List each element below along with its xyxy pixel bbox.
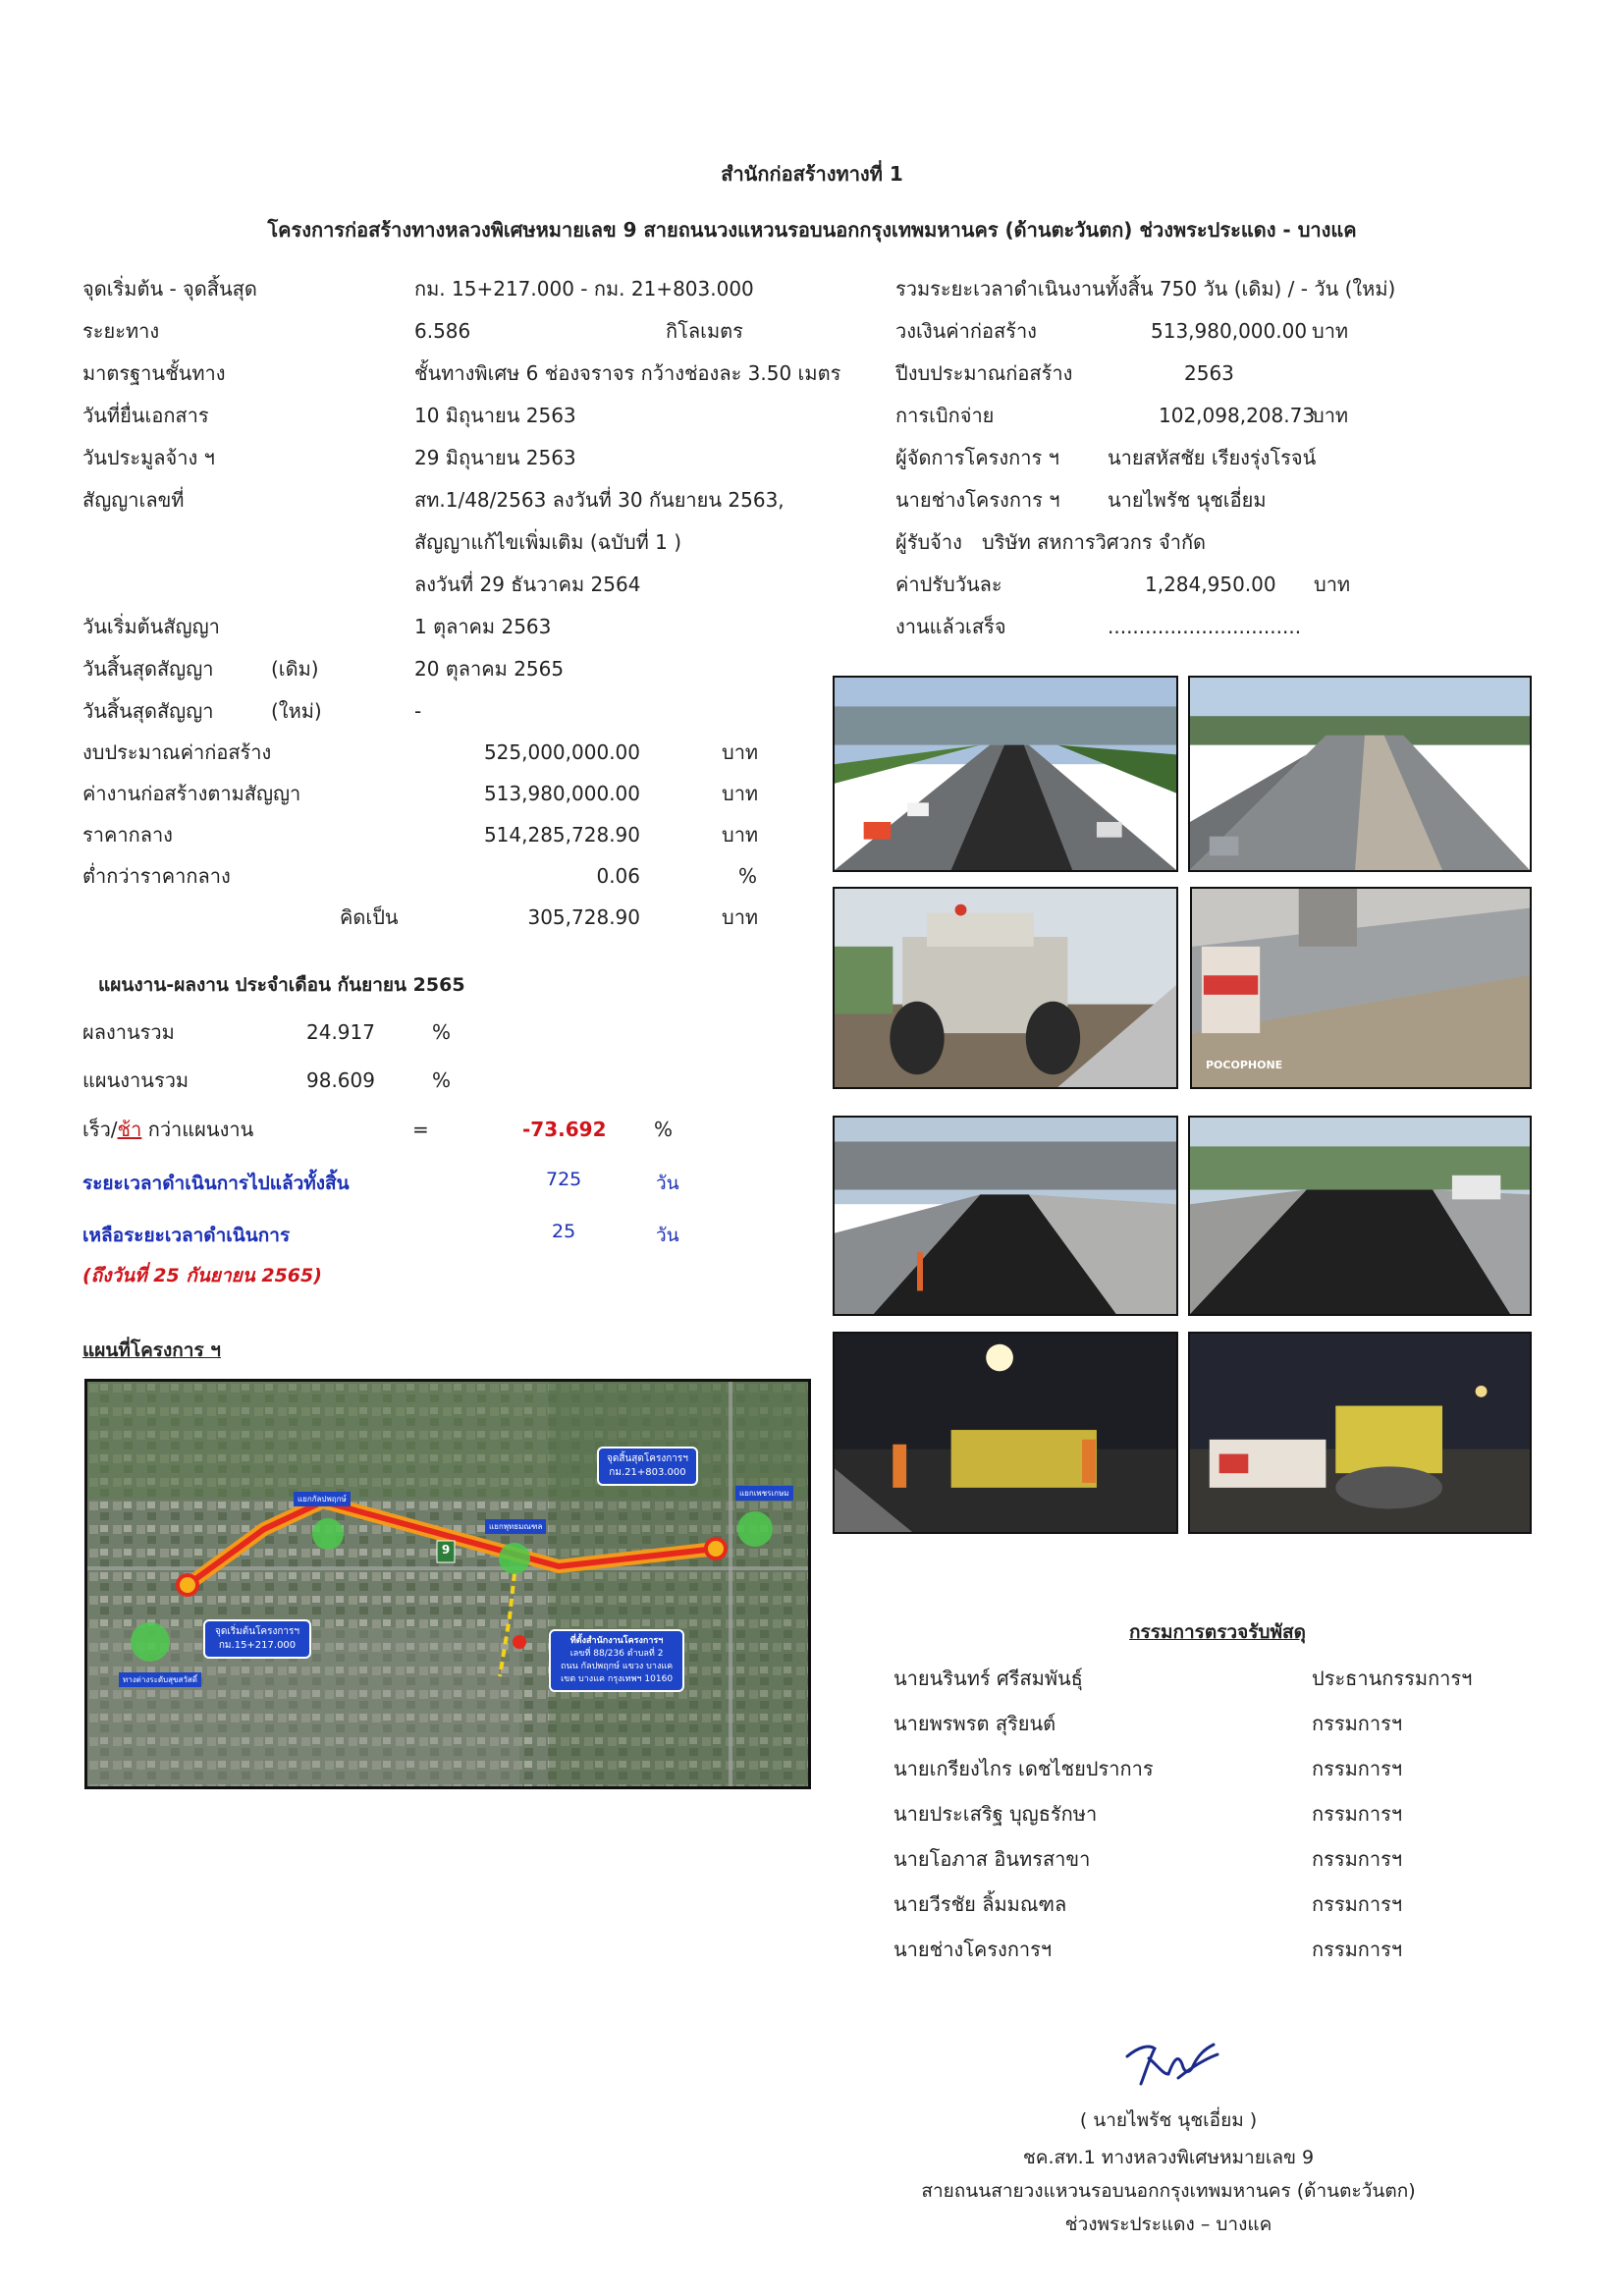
info-label: ระยะทาง: [82, 319, 160, 343]
right-unit: บาท: [1314, 573, 1351, 596]
office-title: สำนักก่อสร้างทางที่ 1: [721, 162, 903, 186]
info-value: 6.586: [414, 319, 471, 343]
info-value: -: [414, 699, 422, 723]
site-photo-night-rolling: [1188, 1332, 1532, 1534]
member-name: นายโอภาส อินทรสาขา: [893, 1847, 1091, 1871]
member-role: กรรมการฯ: [1312, 1712, 1403, 1735]
route-shield-9: 9: [441, 1543, 451, 1557]
info-value: สท.1/48/2563 ลงวันที่ 30 กันยายน 2563,: [414, 488, 785, 512]
elapsed-value: 725: [546, 1169, 582, 1190]
progress-value: 24.917: [306, 1020, 375, 1044]
progress-value: 98.609: [306, 1068, 375, 1092]
info-value: ลงวันที่ 29 ธันวาคม 2564: [414, 573, 641, 596]
progress-unit: %: [432, 1020, 452, 1044]
info-value: สัญญาแก้ไขเพิ่มเติม (ฉบับที่ 1 ): [414, 530, 682, 554]
progress-heading: แผนงาน-ผลงาน ประจำเดือน กันยายน 2565: [98, 974, 465, 996]
info-label: วันที่ยื่นเอกสาร: [82, 404, 209, 427]
info-value: กม. 15+217.000 - กม. 21+803.000: [414, 277, 754, 301]
signatory-name: ( นายไพรัช นุชเอี่ยม ): [1079, 2109, 1258, 2131]
right-value: 102,098,208.73: [1159, 404, 1316, 427]
signature-scribble: [1119, 2035, 1227, 2094]
project-title: โครงการก่อสร้างทางหลวงพิเศษหมายเลข 9 สายถนนวงแหวนรอบนอกกรุงเทพมหานคร (ด้านตะวันตก) ช่วงพระประแดง - บางแค: [267, 218, 1357, 242]
info-sub: (ใหม่): [271, 699, 322, 723]
info-label: สัญญาเลขที่: [82, 488, 185, 512]
right-value: 513,980,000.00: [1151, 319, 1308, 343]
right-unit: บาท: [1312, 404, 1349, 427]
start-point-km: กม.15+217.000: [218, 1640, 297, 1651]
junction-tag: แยกกัลปพฤกษ์: [294, 1492, 351, 1506]
end-point-callout: [597, 1447, 698, 1486]
budget-unit: บาท: [722, 823, 759, 847]
right-label: การเบิกจ่าย: [895, 404, 995, 427]
right-value: นายสหัสชัย เรียงรุ่งโรจน์: [1108, 446, 1317, 469]
budget-value: 513,980,000.00: [483, 782, 640, 805]
map-heading: แผนที่โครงการ ฯ: [82, 1339, 221, 1361]
start-point-label: จุดเริ่มต้นโครงการฯ: [215, 1626, 300, 1637]
right-label: วงเงินค่าก่อสร้าง: [895, 319, 1037, 343]
site-office-address: ถนน กัลปพฤกษ์ แขวง บางแค: [561, 1662, 674, 1671]
ahead-behind-label: [82, 1118, 253, 1141]
camera-watermark: POCOPHONE: [1206, 1059, 1283, 1071]
info-label: วันประมูลจ้าง ฯ: [82, 446, 215, 469]
right-label: งานแล้วเสร็จ: [895, 615, 1006, 638]
end-point-label: จุดสิ้นสุดโครงการฯ: [607, 1453, 688, 1464]
signatory-position: ชค.สท.1 ทางหลวงพิเศษหมายเลข 9: [1022, 2147, 1315, 2168]
site-photo-asphalt-lane: [833, 1116, 1178, 1316]
as-of-date: (ถึงวันที่ 25 กันยายน 2565): [82, 1265, 322, 1286]
ahead-behind-value: -73.692: [522, 1118, 607, 1141]
signatory-position: สายถนนสายวงแหวนรอบนอกกรุงเทพมหานคร (ด้านตะวันตก): [921, 2180, 1416, 2202]
member-role: กรรมการฯ: [1312, 1757, 1403, 1780]
junction-tag: แยกเพชรเกษม: [735, 1486, 793, 1501]
committee-heading: กรรมการตรวจรับพัสดุ: [1129, 1621, 1306, 1643]
member-name: นายวีรชัย ลิ้มมณฑล: [893, 1892, 1067, 1916]
elapsed-unit: วัน: [656, 1173, 679, 1194]
progress-label: แผนงานรวม: [82, 1068, 189, 1092]
info-sub: (เดิม): [271, 657, 319, 681]
member-role: กรรมการฯ: [1312, 1847, 1403, 1871]
site-photo-highway-median: [1188, 676, 1532, 872]
member-name: นายประเสริฐ บุญธรักษา: [893, 1802, 1098, 1826]
member-role: กรรมการฯ: [1312, 1892, 1403, 1916]
progress-unit: %: [432, 1068, 452, 1092]
info-value: 29 มิถุนายน 2563: [414, 446, 576, 469]
right-value: 2563: [1184, 361, 1234, 385]
right-unit: บาท: [1312, 319, 1349, 343]
info-label: วันสิ้นสุดสัญญา: [82, 699, 214, 723]
site-photo-asphalt-surface: [1188, 1116, 1532, 1316]
member-name: นายพรพรต สุริยนต์: [893, 1712, 1056, 1735]
progress-label: ผลงานรวม: [82, 1020, 175, 1044]
start-point-callout: [203, 1619, 311, 1659]
member-name: นายเกรียงไกร เดชไชยปราการ: [893, 1757, 1154, 1780]
info-value: ชั้นทางพิเศษ 6 ช่องจราจร กว้างช่องละ 3.50 เมตร: [414, 361, 841, 385]
junction-tag: แยกพุทธมณฑล: [485, 1519, 546, 1534]
site-photo-base-course: [1190, 887, 1532, 1089]
info-value: 10 มิถุนายน 2563: [414, 404, 576, 427]
budget-label: ต่ำกว่าราคากลาง: [82, 864, 231, 888]
budget-unit: %: [738, 864, 758, 888]
site-office-label: ที่ตั้งสำนักงานโครงการฯ: [569, 1636, 664, 1646]
vs-plan-text: กว่าแผนงาน: [141, 1118, 254, 1141]
budget-label: งบประมาณค่าก่อสร้าง: [82, 740, 272, 764]
right-value: บริษัท สหการวิศวกร จำกัด: [982, 530, 1207, 554]
total-duration: รวมระยะเวลาดำเนินงานทั้งสิ้น 750 วัน (เดิม) / - วัน (ใหม่): [895, 277, 1396, 301]
remaining-value: 25: [552, 1221, 576, 1242]
member-name: นายนรินทร์ ศรีสมพันธุ์: [893, 1667, 1083, 1690]
member-role: กรรมการฯ: [1312, 1938, 1403, 1961]
info-value: 20 ตุลาคม 2565: [414, 657, 565, 681]
site-photo-recycler-machine: [833, 887, 1178, 1089]
budget-value: 514,285,728.90: [483, 823, 640, 847]
behind-text: ช้า: [117, 1118, 142, 1141]
remaining-label: เหลือระยะเวลาดำเนินการ: [82, 1225, 291, 1246]
right-value: 1,284,950.00: [1145, 573, 1276, 596]
site-photo-night-paving: [833, 1332, 1178, 1534]
junction-tag: ทางต่างระดับสุขสวัสดิ์: [119, 1672, 201, 1687]
budget-unit: บาท: [722, 782, 759, 805]
budget-unit: บาท: [722, 905, 759, 929]
elapsed-label: ระยะเวลาดำเนินการไปแล้วทั้งสิ้น: [82, 1173, 350, 1194]
remaining-unit: วัน: [656, 1225, 679, 1246]
site-photo-highway-traffic: [833, 676, 1178, 872]
right-value: นายไพรัช นุชเอี่ยม: [1108, 488, 1267, 512]
map-satellite: [87, 1382, 811, 1789]
ahead-behind-unit: %: [654, 1118, 674, 1141]
member-role: ประธานกรรมการฯ: [1312, 1667, 1473, 1690]
budget-value: 305,728.90: [527, 905, 640, 929]
info-value: 1 ตุลาคม 2563: [414, 615, 552, 638]
budget-unit: บาท: [722, 740, 759, 764]
site-office-address: เลขที่ 88/236 ตำบลที่ 2: [569, 1649, 664, 1659]
right-label: ผู้จัดการโครงการ ฯ: [895, 446, 1059, 469]
budget-label: ค่างานก่อสร้างตามสัญญา: [82, 782, 301, 805]
signatory-position: ช่วงพระประแดง – บางแค: [1064, 2214, 1272, 2235]
site-office-callout: [549, 1629, 684, 1692]
info-unit: กิโลเมตร: [666, 319, 743, 343]
member-role: กรรมการฯ: [1312, 1802, 1403, 1826]
right-label: นายช่างโครงการ ฯ: [895, 488, 1060, 512]
info-label: มาตรฐานชั้นทาง: [82, 361, 226, 385]
project-map: [84, 1379, 811, 1789]
member-name: นายช่างโครงการฯ: [893, 1938, 1053, 1961]
site-office-address: เขต บางแค กรุงเทพฯ 10160: [561, 1674, 674, 1684]
info-label: วันเริ่มต้นสัญญา: [82, 615, 220, 638]
right-label: ผู้รับจ้าง: [895, 530, 962, 554]
right-label: ปีงบประมาณก่อสร้าง: [895, 361, 1073, 385]
right-label: ค่าปรับวันละ: [895, 573, 1002, 596]
budget-value: 0.06: [596, 864, 640, 888]
budget-value: 525,000,000.00: [483, 740, 640, 764]
ahead-text: เร็ว/: [82, 1118, 118, 1141]
info-label: วันสิ้นสุดสัญญา: [82, 657, 214, 681]
info-label: จุดเริ่มต้น - จุดสิ้นสุด: [82, 277, 257, 301]
budget-label: คิดเป็น: [340, 905, 399, 929]
right-value: ...............................: [1108, 615, 1302, 638]
end-point-km: กม.21+803.000: [609, 1467, 686, 1478]
equals-sign: =: [412, 1118, 429, 1141]
budget-label: ราคากลาง: [82, 823, 173, 847]
